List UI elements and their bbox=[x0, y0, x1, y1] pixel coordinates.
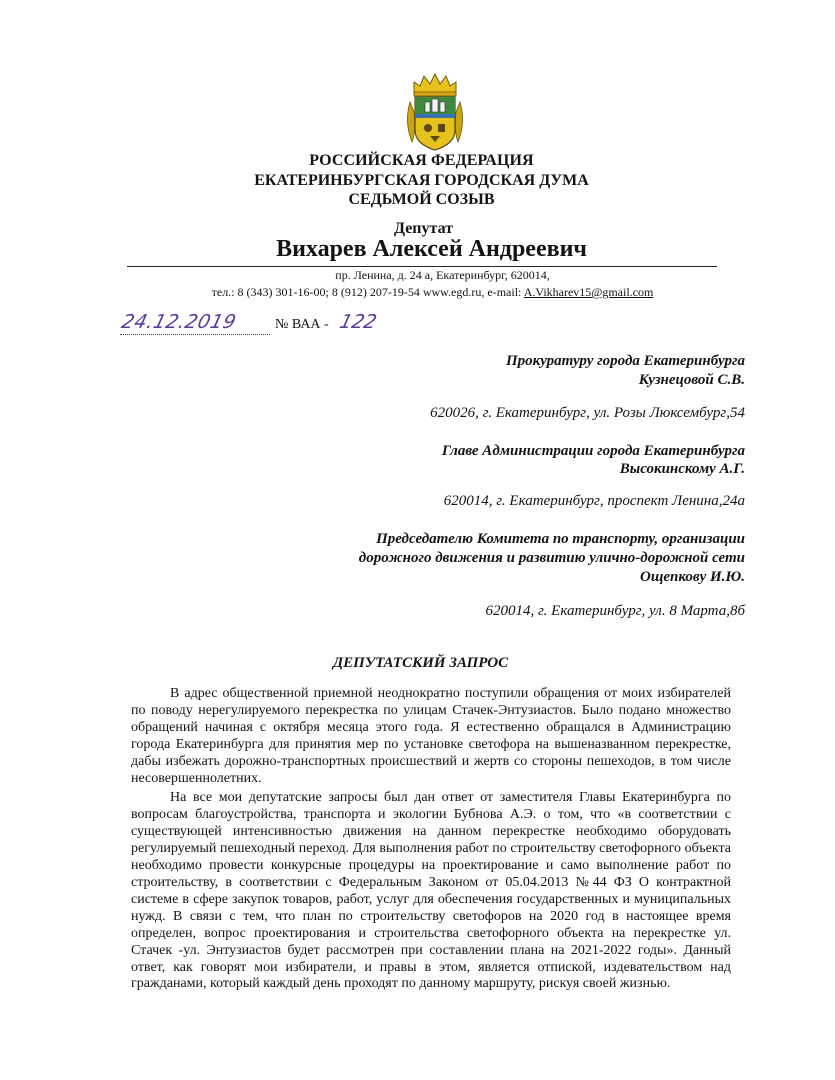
deputy-name: Вихарев Алексей Андреевич bbox=[276, 236, 587, 262]
ekaterinburg-coat-of-arms-icon bbox=[404, 72, 466, 152]
document-title: ДЕПУТАТСКИЙ ЗАПРОС bbox=[332, 655, 509, 671]
header-convocation: СЕДЬМОЙ СОЗЫВ bbox=[348, 191, 495, 208]
recipient-3-org-line2: дорожного движения и развитию улично-дорожной сети bbox=[358, 550, 745, 566]
recipient-1-org: Прокуратуру города Екатеринбурга bbox=[505, 353, 745, 369]
handwritten-date: 24.12.2019 bbox=[119, 311, 239, 333]
recipient-3-name: Ощепкову И.Ю. bbox=[640, 569, 745, 585]
deputy-address: пр. Ленина, д. 24 а, Екатеринбург, 620014, bbox=[335, 268, 550, 282]
registration-number-label: № ВАА - bbox=[275, 317, 329, 332]
deputy-label: Депутат bbox=[393, 220, 454, 237]
handwritten-number: 122 bbox=[337, 311, 380, 333]
header-duma: ЕКАТЕРИНБУРГСКАЯ ГОРОДСКАЯ ДУМА bbox=[254, 172, 589, 189]
header-country: РОССИЙСКАЯ ФЕДЕРАЦИЯ bbox=[309, 152, 534, 169]
recipient-2-address: 620014, г. Екатеринбург, проспект Ленина,24а bbox=[443, 493, 745, 509]
body-paragraph: В адрес общественной приемной неоднократно поступили обращения от моих избирателей по поводу нерегулируемого перекрестка по улицам Стачек-Энтузиастов. Было подано множество обращений начиная с октября месяца этого года. Я естественно обращался в Администрацию города Екатеринбурга для принятия мер по установке светофора на вышеназванном перекрестке, дабы избежать дорожно-транспортных происшествий и жертв со стороны пешеходов, в том числе несовершеннолетних. bbox=[131, 686, 731, 786]
recipient-3-address: 620014, г. Екатеринбург, ул. 8 Марта,8б bbox=[485, 603, 745, 619]
email-link[interactable]: A.Vikharev15@gmail.com bbox=[523, 285, 654, 299]
letter-body bbox=[131, 686, 731, 996]
header-divider bbox=[127, 266, 717, 267]
body-paragraph: На все мои депутатские запросы был дан ответ от заместителя Главы Екатеринбурга по вопросам благоустройства, транспорта и экологии Бубнова А.Э. о том, что «в соответствии с существующей интенсивностью движения на данном перекрестке необходимо оборудовать регулируемый пешеходный переход. Для выполнения работ по строительству светофорного объекта необходимо провести конкурсные процедуры на проектирование и само выполнение работ по строительству, в соответствии с Федеральным Законом от 05.04.2013 №44 ФЗ О контрактной системе в сфере закупок товаров, работ, услуг для обеспечения государственных и муниципальных нужд. В связи с тем, что план по строительству светофоров на 2020 год в настоящее время определен, вопрос проектирования и строительства светофорного объекта на перекрестке ул. Стачек -ул. Энтузиастов будет рассмотрен при составлении плана на 2021-2022 годы». Данный ответ, как говорят мои избиратели, и правы в этом, является отпиской, издевательством над гражданами, который каждый день проходят по данному маршруту, рискуя своей жизнью. bbox=[131, 790, 731, 992]
recipient-2-org: Главе Администрации города Екатеринбурга bbox=[441, 443, 745, 459]
recipient-2-name: Высокинскому А.Г. bbox=[619, 461, 745, 477]
deputy-contacts bbox=[0, 285, 835, 300]
recipient-1-address: 620026, г. Екатеринбург, ул. Розы Люксембург,54 bbox=[430, 405, 745, 421]
recipient-1-name: Кузнецовой С.В. bbox=[638, 372, 745, 388]
date-underline bbox=[120, 334, 270, 335]
contacts-text: тел.: 8 (343) 301-16-00; 8 (912) 207-19-54 www.egd.ru, e-mail: bbox=[211, 285, 524, 299]
recipient-3-org-line1: Председателю Комитета по транспорту, организации bbox=[376, 531, 745, 547]
